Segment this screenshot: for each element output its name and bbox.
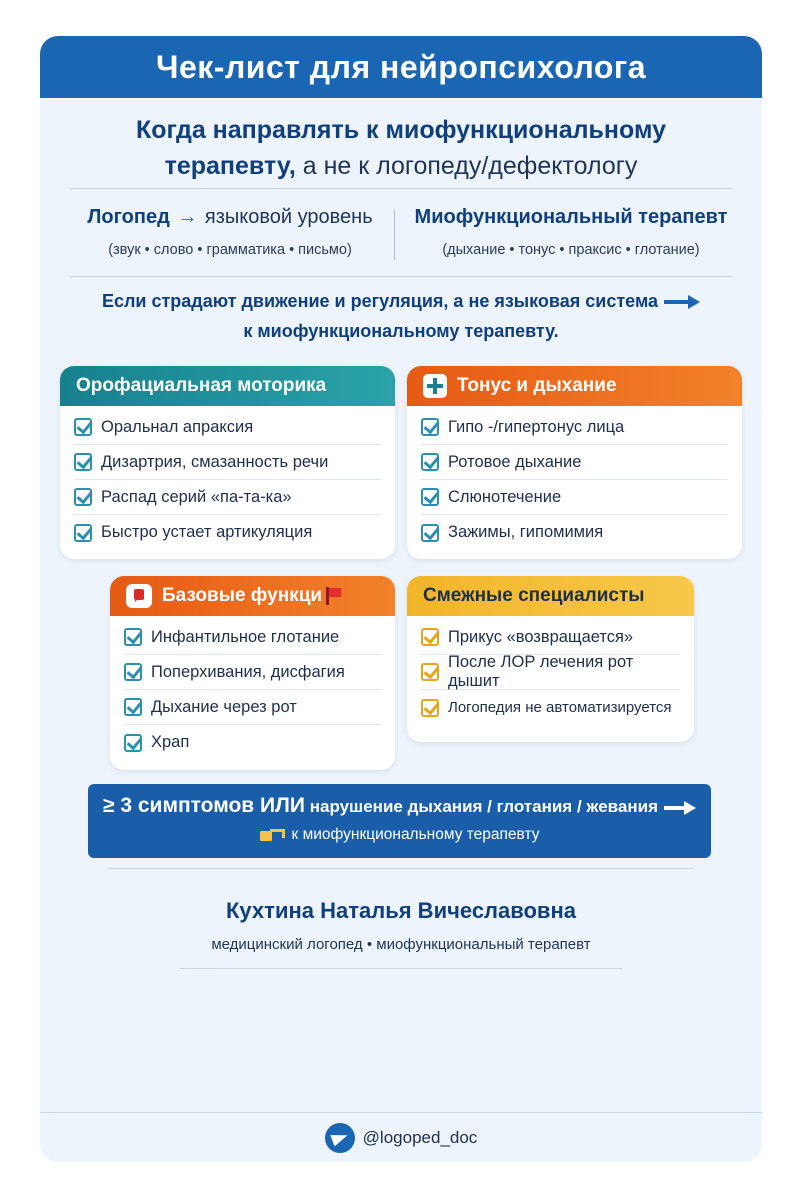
panel-basic-title: Базовые функци: [162, 585, 323, 606]
referral-target: к миофункциональному терапевту: [291, 826, 540, 843]
item-label: Храп: [151, 733, 190, 751]
checkbox-checked-icon: [421, 524, 439, 542]
item-label: Слюнотечение: [448, 487, 562, 506]
myofunctional-scope: (дыхание • тонус • праксис • глотание): [442, 242, 700, 258]
header-bar: [40, 36, 762, 98]
divider: [70, 188, 732, 189]
criteria-text: нарушение дыхания / глотания / жевания: [309, 797, 658, 816]
checklist-item: [421, 445, 728, 480]
checkbox-checked-icon: [124, 628, 142, 646]
item-label: Поперхивания, дисфагия: [151, 662, 345, 681]
checklist-card: [40, 36, 762, 1162]
divider: [180, 968, 622, 969]
referral-criteria-banner: [88, 784, 711, 858]
checkbox-checked-icon: [421, 488, 439, 506]
item-label: Быстро устает артикуляция: [101, 523, 313, 541]
medical-plus-icon: [423, 374, 447, 398]
checklist-item: [421, 655, 680, 690]
checklist-item: [421, 620, 680, 655]
item-label: Дыхание через рот: [151, 697, 297, 716]
item-label: Логопедия не автоматизируется: [448, 699, 672, 716]
redirect-arrow-icon: [260, 827, 284, 843]
panel-related-header: [407, 576, 694, 616]
subtitle-line2-rest: а не к логопеду/дефектологу: [302, 152, 638, 180]
checkbox-checked-icon: [421, 699, 439, 717]
subtitle-line1: Когда направлять к миофункциональному: [135, 116, 667, 144]
column-divider: [394, 210, 395, 260]
item-label: После ЛОР лечения рот дышит: [448, 653, 634, 690]
checklist-item: [74, 445, 381, 480]
footer-divider: [40, 1112, 762, 1113]
checklist-item: [124, 620, 381, 655]
telegram-icon: [325, 1123, 355, 1153]
checklist-item: [124, 725, 381, 760]
panel-basic-header: [110, 576, 395, 616]
checkbox-checked-icon: [124, 698, 142, 716]
panel-orofacial-title: Орофациальная моторика: [76, 375, 327, 396]
checkbox-checked-icon: [421, 418, 439, 436]
notice-line2: к миофункциональному терапевту.: [243, 321, 559, 341]
item-label: Гипо -/гипертонус лица: [448, 417, 625, 436]
checkbox-checked-icon: [421, 453, 439, 471]
item-label: Прикус «возвращается»: [448, 627, 634, 646]
notice-line1: Если страдают движение и регуляция, а не языковая система: [101, 291, 659, 311]
panel-tonus-title: Тонус и дыхание: [457, 375, 617, 396]
checkbox-checked-icon: [74, 418, 92, 436]
checklist-item: [421, 690, 680, 725]
myofunctional-title: Миофункциональный терапевт: [414, 206, 728, 228]
panel-related-title: Смежные специалисты: [423, 585, 645, 606]
checkbox-checked-icon: [421, 663, 439, 681]
panel-tonus-header: [407, 366, 742, 406]
item-label: Зажимы, гипомимия: [448, 523, 604, 541]
panel-basic-functions: [110, 576, 395, 770]
item-label: Распад серий «па-та-ка»: [101, 487, 292, 506]
footer: [40, 1114, 762, 1162]
myofunctional-column: [404, 202, 738, 258]
author-role: медицинский логопед • миофункциональный терапевт: [211, 936, 591, 953]
arrow-right-icon: →: [177, 206, 198, 228]
speech-therapist-scope: (звук • слово • грамматика • письмо): [108, 242, 352, 258]
checklist-item: [421, 410, 728, 445]
checklist-item: [124, 655, 381, 690]
telegram-handle[interactable]: @logoped_doc: [362, 1128, 478, 1147]
checkbox-checked-icon: [124, 734, 142, 752]
item-label: Дизартрия, смазанность речи: [101, 452, 329, 471]
divider: [108, 868, 694, 869]
panel-tonus: [407, 366, 742, 559]
checklist-item: [124, 690, 381, 725]
speech-therapist-title: Логопед: [87, 206, 170, 228]
arrow-right-icon: [664, 801, 696, 815]
panel-related-specialists: [407, 576, 694, 742]
panel-orofacial: [60, 366, 395, 559]
arrow-right-icon: [664, 295, 700, 309]
checklist-item: [74, 515, 381, 550]
subtitle: [40, 112, 762, 184]
checkbox-checked-icon: [124, 663, 142, 681]
comparison-row: [40, 202, 762, 272]
speech-therapist-column: [70, 202, 390, 258]
divider: [70, 276, 732, 277]
speech-bubble-icon: [126, 584, 152, 608]
checkbox-checked-icon: [74, 524, 92, 542]
item-label: Оральнал апраксия: [101, 417, 254, 436]
page-title: Чек-лист для нейропсихолога: [155, 48, 647, 85]
item-label: Ротовое дыхание: [448, 452, 582, 471]
checklist-item: [74, 410, 381, 445]
checklist-item: [421, 515, 728, 550]
red-flag-icon: [326, 587, 342, 605]
checkbox-checked-icon: [74, 488, 92, 506]
author-name: Кухтина Наталья Вичеславовна: [226, 898, 576, 923]
checkbox-checked-icon: [74, 453, 92, 471]
symptom-threshold: ≥ 3 симптомов ИЛИ: [102, 794, 305, 817]
checklist-item: [421, 480, 728, 515]
speech-therapist-level: языковой уровень: [204, 206, 373, 228]
notice: [40, 286, 762, 346]
checklist-item: [74, 480, 381, 515]
panel-orofacial-header: [60, 366, 395, 406]
subtitle-line2-bold: терапевту,: [164, 152, 296, 180]
item-label: Инфантильное глотание: [151, 627, 340, 646]
checkbox-checked-icon: [421, 628, 439, 646]
